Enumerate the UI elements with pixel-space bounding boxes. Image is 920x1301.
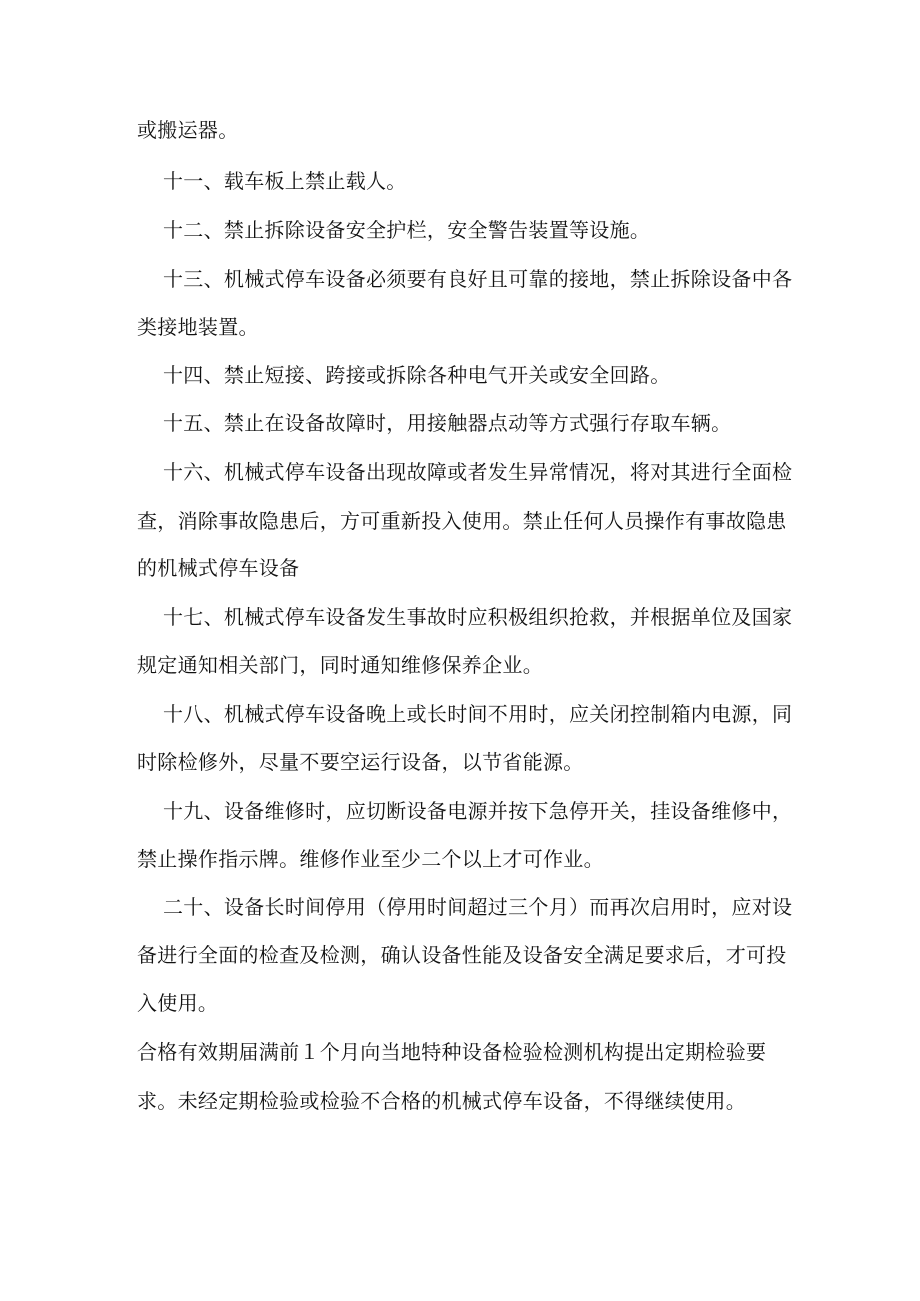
text-line: 求。未经定期检验或检验不合格的机械式停车设备，不得继续使用。	[137, 1089, 746, 1113]
text-line: 或搬运器。	[137, 118, 239, 142]
text-line: 规定通知相关部门，同时通知维修保养企业。	[137, 653, 543, 677]
text-line: 十一、载车板上禁止载人。	[163, 169, 407, 193]
text-line: 十三、机械式停车设备必须要有良好且可靠的接地，禁止拆除设备中各	[163, 267, 793, 291]
text-line: 入使用。	[137, 991, 219, 1015]
text-line: 十七、机械式停车设备发生事故时应积极组织抢救，并根据单位及国家	[163, 605, 793, 629]
text-line: 十四、禁止短接、跨接或拆除各种电气开关或安全回路。	[163, 363, 671, 387]
text-line: 十六、机械式停车设备出现故障或者发生异常情况，将对其进行全面检	[163, 460, 793, 484]
text-line: 的机械式停车设备	[137, 556, 300, 580]
text-line: 时除检修外，尽量不要空运行设备，以节省能源。	[137, 750, 584, 774]
text-line: 十八、机械式停车设备晚上或长时间不用时，应关闭控制箱内电源，同	[163, 702, 793, 726]
text-line: 禁止操作指示牌。维修作业至少二个以上才可作业。	[137, 847, 604, 871]
text-line: 备进行全面的检查及检测，确认设备性能及设备安全满足要求后，才可投	[137, 943, 787, 967]
text-line: 十五、禁止在设备故障时，用接触器点动等方式强行存取车辆。	[163, 411, 732, 435]
text-line: 类接地装置。	[137, 315, 259, 339]
text-line: 查，消除事故隐患后，方可重新投入使用。禁止任何人员操作有事故隐患	[137, 509, 787, 533]
text-line: 十九、设备维修时，应切断设备电源并按下急停开关，挂设备维修中，	[163, 799, 793, 823]
text-line: 合格有效期届满前１个月向当地特种设备检验检测机构提出定期检验要	[137, 1040, 767, 1064]
text-line: 十二、禁止拆除设备安全护栏，安全警告装置等设施。	[163, 218, 651, 242]
text-line: 二十、设备长时间停用（停用时间超过三个月）而再次启用时，应对设	[163, 895, 793, 919]
